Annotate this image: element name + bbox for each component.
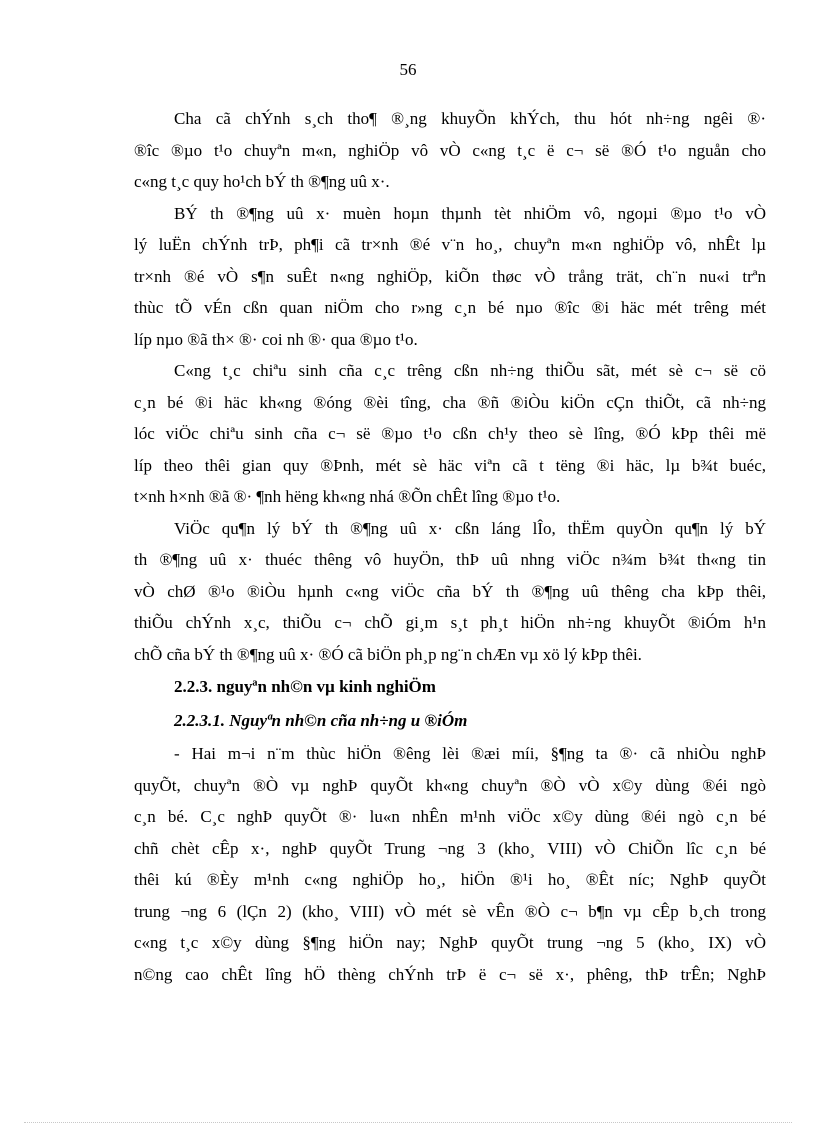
text-line: c«ng t¸c quy ho¹ch bÝ th ®¶ng uû x·. <box>134 172 390 191</box>
text-line: lóc viÖc chiªu sinh cña c¬ së ®µo t¹o cßn ch¹y theo sè lîng, ®Ó kÞp thêi më <box>134 424 766 443</box>
text-line: quyÕt, chuyªn ®Ò vµ nghÞ quyÕt kh«ng chuyªn ®Ò vÒ x©y dùng ®éi ngò <box>134 775 766 795</box>
text-line: - Hai m¬i n¨m thùc hiÖn ®êng lèi ®æi míi, §¶ng ta ®· cã nhiÒu nghÞ <box>174 744 766 763</box>
text-line: chÕ cña bÝ th ®¶ng uû x· ®Ó cã biÖn ph¸p ng¨n chÆn vµ xö lý kÞp thêi. <box>134 644 642 664</box>
text-line: ViÖc qu¶n lý bÝ th ®¶ng uû x· cßn láng lÎo, thËm quyÒn qu¶n lý bÝ <box>174 518 766 538</box>
subsection-heading: 2.2.3.1. Nguyªn nh©n cña nh÷ng u ®iÓm <box>174 711 468 730</box>
paragraph-1 <box>134 103 766 198</box>
paragraph-2 <box>134 198 766 356</box>
text-line: BÝ th ®¶ng uû x· muèn hoµn thµnh tèt nhiÖm vô, ngoµi ®µo t¹o vÒ <box>174 203 766 223</box>
text-line: chñ chèt cÊp x·, nghÞ quyÕt Trung ¬ng 3 (kho¸ VIII) vÒ ChiÕn lîc c¸n bé <box>134 838 766 858</box>
text-line: n©ng cao chÊt lîng hÖ thèng chÝnh trÞ ë c¬ së x·, phêng, thÞ trÊn; NghÞ <box>134 964 766 984</box>
paragraph-3 <box>134 355 766 513</box>
paragraph-4 <box>134 513 766 671</box>
paragraph-5 <box>134 738 766 990</box>
text-line: líp nµo ®ã th× ®· coi nh ®· qua ®µo t¹o. <box>134 329 418 349</box>
text-line: C«ng t¸c chiªu sinh cña c¸c trêng cßn nh÷ng thiÕu sãt, mét sè c¬ së cö <box>174 361 766 380</box>
text-line: c¸n bé. C¸c nghÞ quyÕt ®· lu«n nhÊn m¹nh viÖc x©y dùng ®éi ngò c¸n bé <box>134 807 766 826</box>
text-line: trung ¬ng 6 (lÇn 2) (kho¸ VIII) vÒ mét sè vÊn ®Ò c¬ b¶n vµ cÊp b¸ch trong <box>134 901 766 921</box>
text-line: tr×nh ®é vÒ s¶n suÊt n«ng nghiÖp, kiÕn thøc vÒ trång trät, ch¨n nu«i trªn <box>134 266 766 286</box>
text-line: ®îc ®µo t¹o chuyªn m«n, nghiÖp vô vÒ c«ng t¸c ë c¬ së ®Ó t¹o nguån cho <box>134 140 766 160</box>
text-line: c«ng t¸c x©y dùng §¶ng hiÖn nay; NghÞ quyÕt trung ¬ng 5 (kho¸ IX) vÒ <box>134 933 766 952</box>
text-line: t×nh h×nh ®ã ®· ¶nh hëng kh«ng nhá ®Õn chÊt lîng ®µo t¹o. <box>134 487 561 506</box>
text-line: thiÕu chÝnh x¸c, thiÕu c¬ chÕ gi¸m s¸t ph¸t hiÖn nh÷ng khuyÕt ®iÓm h¹n <box>134 613 766 632</box>
text-line: thùc tÕ vÉn cßn quan niÖm cho r»ng c¸n bé nµo ®îc ®i häc mét trêng mét <box>134 298 766 317</box>
text-line: lý luËn chÝnh trÞ, ph¶i cã tr×nh ®é v¨n ho¸, chuyªn m«n nghiÖp vô, nhÊt lµ <box>134 235 766 254</box>
document-body <box>134 103 766 990</box>
text-line: Cha cã chÝnh s¸ch tho¶ ®¸ng khuyÕn khÝch, thu hót nh÷ng ngêi ®· <box>174 109 766 128</box>
text-line: vÒ chØ ®¹o ®iÒu hµnh c«ng viÖc cña bÝ th ®¶ng uû thêng cha kÞp thêi, <box>134 581 766 601</box>
section-heading: 2.2.3. nguyªn nh©n vµ kinh nghiÖm <box>174 677 436 696</box>
text-line: thêi kú ®Èy m¹nh c«ng nghiÖp ho¸, hiÖn ®¹i ho¸ ®Êt níc; NghÞ quyÕt <box>134 870 766 889</box>
text-line: c¸n bé ®i häc kh«ng ®óng ®èi tîng, cha ®ñ ®iÒu kiÖn cÇn thiÕt, cã nh÷ng <box>134 392 766 412</box>
page-number: 56 <box>399 60 417 79</box>
text-line: th ®¶ng uû x· thuéc thêng vô huyÖn, thÞ uû nhng viÖc n¾m b¾t th«ng tin <box>134 550 766 569</box>
text-line: líp theo thêi gian quy ®Þnh, mét sè häc viªn cã t tëng ®i häc, lµ b¾t buéc, <box>134 455 766 475</box>
